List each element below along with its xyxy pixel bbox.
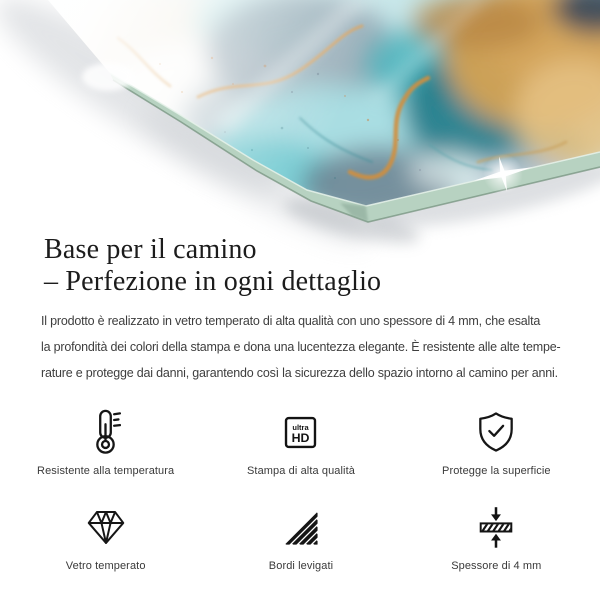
polished-edges-icon <box>283 503 318 551</box>
feature-grid <box>8 408 594 572</box>
description-line-2: la profondità dei colori della stampa e dona una lucentezza elegante. È resistente alle alte tempe- <box>41 340 561 354</box>
title-line-2: – Perfezione in ogni dettaglio <box>44 266 382 297</box>
feature-label: Resistente alla temperatura <box>37 465 175 477</box>
title-line-1: Base per il camino <box>44 234 257 265</box>
feature-surface-protection <box>399 408 594 477</box>
product-description <box>41 308 560 386</box>
shield-check-icon <box>477 408 515 456</box>
feature-label: Spessore di 4 mm <box>451 560 542 572</box>
compressed-thickness-icon <box>478 503 514 551</box>
ultra-hd-icon <box>284 408 317 456</box>
feature-label: Protegge la superficie <box>442 465 551 477</box>
feature-label: Stampa di alta qualità <box>246 465 355 477</box>
feature-tempered-glass <box>8 503 203 572</box>
feature-print-quality <box>203 408 398 477</box>
page-title <box>44 234 381 298</box>
feature-thickness <box>399 503 594 572</box>
product-image <box>0 0 600 270</box>
panel-artwork <box>0 0 600 270</box>
feature-label: Bordi levigati <box>268 560 334 572</box>
description-line-1: Il prodotto è realizzato in vetro temperato di alta qualità con uno spessore di 4 mm, che esalta <box>41 314 541 328</box>
feature-polished-edges <box>203 503 398 572</box>
diamond-icon <box>86 503 126 551</box>
thermometer-icon <box>90 408 121 456</box>
description-line-3: rature e protegge dai danni, garantendo così la sicurezza dello spazio intorno al camino per anni. <box>41 366 558 380</box>
feature-label: Vetro temperato <box>65 560 146 572</box>
hd-label: HD <box>292 430 310 445</box>
ultra-label: ultra <box>292 422 310 432</box>
feature-temperature <box>8 408 203 477</box>
